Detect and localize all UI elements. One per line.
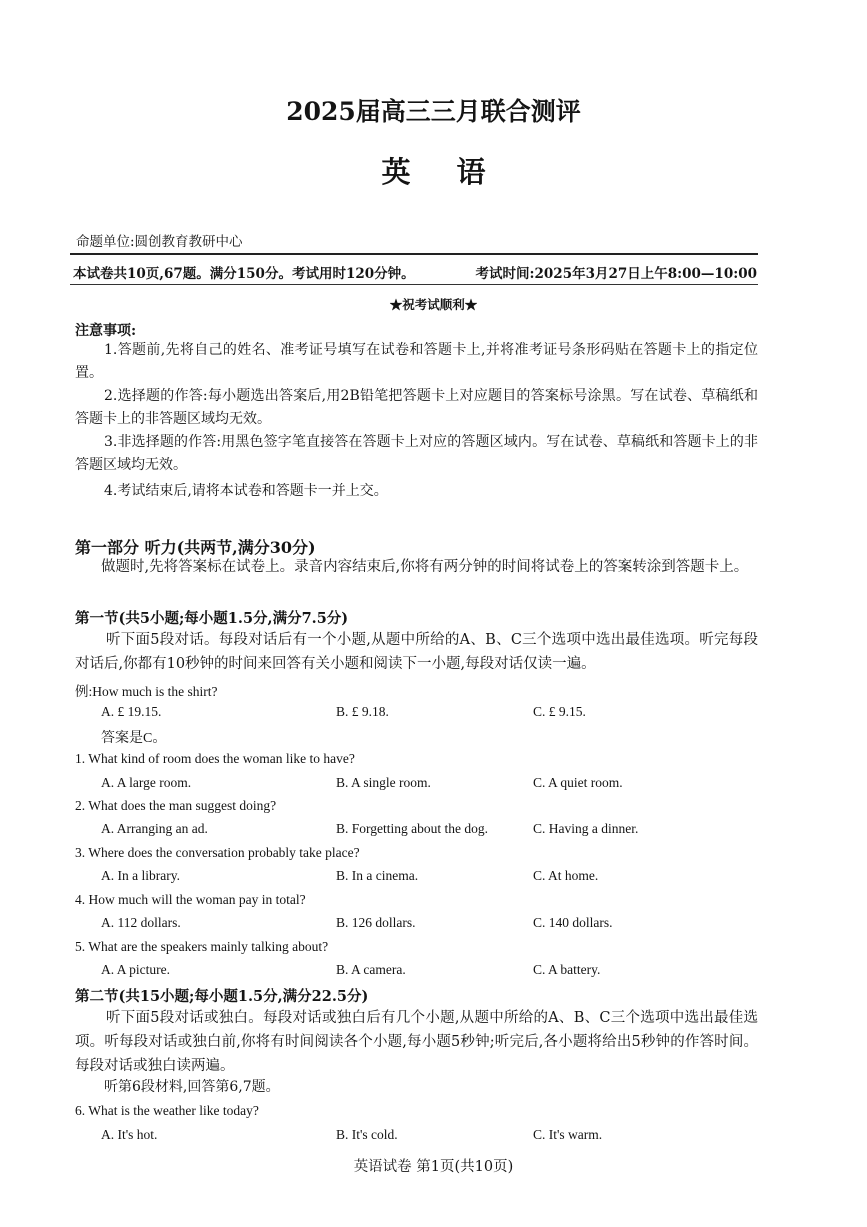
- example-answer: 答案是C。: [101, 731, 167, 746]
- subject-title: 英语: [381, 155, 532, 189]
- q5-option-c: C. A battery.: [533, 962, 601, 977]
- q6-option-a: A. It's hot.: [101, 1127, 158, 1142]
- q2-option-a: A. Arranging an ad.: [101, 821, 208, 836]
- part1-heading: 第一部分 听力(共两节,满分30分): [75, 538, 316, 557]
- part1-intro: 做题时,先将答案标在试卷上。录音内容结束后,你将有两分钟的时间将试卷上的答案转涂到答题卡上。: [101, 559, 749, 575]
- notice-item-4: 4.考试结束后,请将本试卷和答题卡一并上交。: [104, 483, 388, 499]
- material-instruction: 听第6段材料,回答第6,7题。: [104, 1079, 280, 1095]
- notice-item-2: 2.选择题的作答:每小题选出答案后,用2B铅笔把答题卡上对应题目的答案标号涂黑。写在试卷、草稿纸和答题卡上的非答题区域均无效。: [75, 388, 758, 427]
- question-3: 3. Where does the conversation probably take place?: [75, 845, 360, 860]
- notice-heading: 注意事项:: [75, 323, 137, 339]
- q1-option-a: A. A large room.: [101, 775, 192, 790]
- q3-option-b: B. In a cinema.: [336, 868, 419, 883]
- question-5: 5. What are the speakers mainly talking about?: [75, 939, 329, 954]
- question-4: 4. How much will the woman pay in total?: [75, 892, 306, 907]
- q5-option-a: A. A picture.: [101, 962, 170, 977]
- q6-option-b: B. It's cold.: [336, 1127, 398, 1142]
- example-option-c: C. £ 9.15.: [533, 704, 586, 719]
- question-1: 1. What kind of room does the woman like to have?: [75, 751, 355, 766]
- q6-option-c: C. It's warm.: [533, 1127, 603, 1142]
- example-option-b: B. £ 9.18.: [336, 704, 389, 719]
- exam-time: 考试时间:2025年3月27日上午8:00—10:00: [475, 266, 757, 282]
- exam-info: 本试卷共10页,67题。满分150分。考试用时120分钟。: [73, 266, 415, 282]
- q3-option-c: C. At home.: [533, 868, 599, 883]
- q2-option-c: C. Having a dinner.: [533, 821, 639, 836]
- section1-intro: 听下面5段对话。每段对话后有一个小题,从题中所给的A、B、C三个选项中选出最佳选项。听完每段对话后,你都有10秒钟的时间来回答有关小题和阅读下一小题,每段对话仅读一遍。: [75, 632, 758, 672]
- exam-title: 2025届高三三月联合测评: [286, 97, 581, 126]
- question-2: 2. What does the man suggest doing?: [75, 798, 277, 813]
- good-luck-line: ★祝考试顺利★: [389, 297, 478, 312]
- q4-option-a: A. 112 dollars.: [101, 915, 181, 930]
- q3-option-a: A. In a library.: [101, 868, 180, 883]
- q2-option-b: B. Forgetting about the dog.: [336, 821, 488, 836]
- author-line: 命题单位:圆创教育教研中心: [76, 234, 243, 250]
- notice-item-1: 1.答题前,先将自己的姓名、准考证号填写在试卷和答题卡上,并将准考证号条形码贴在答题卡上的指定位置。: [75, 342, 758, 381]
- info-divider: [70, 284, 758, 285]
- page-footer: 英语试卷 第1页(共10页): [353, 1159, 514, 1175]
- header-divider: [70, 253, 758, 255]
- q1-option-c: C. A quiet room.: [533, 775, 623, 790]
- q4-option-b: B. 126 dollars.: [336, 915, 416, 930]
- section1-heading: 第一节(共5小题;每小题1.5分,满分7.5分): [75, 610, 349, 627]
- notice-item-3: 3.非选择题的作答:用黑色签字笔直接答在答题卡上对应的答题区域内。写在试卷、草稿纸和答题卡上的非答题区域均无效。: [75, 434, 758, 473]
- example-question: 例:How much is the shirt?: [75, 684, 218, 699]
- q5-option-b: B. A camera.: [336, 962, 406, 977]
- example-option-a: A. £ 19.15.: [101, 704, 162, 719]
- section2-intro: 听下面5段对话或独白。每段对话或独白后有几个小题,从题中所给的A、B、C三个选项中选出最佳选项。听每段对话或独白前,你将有时间阅读各个小题,每小题5秒钟;听完后,各小题将给出5秒钟的作答时间。每段对话或独白读两遍。: [75, 1010, 758, 1074]
- q4-option-c: C. 140 dollars.: [533, 915, 613, 930]
- q1-option-b: B. A single room.: [336, 775, 431, 790]
- question-6: 6. What is the weather like today?: [75, 1103, 259, 1118]
- section2-heading: 第二节(共15小题;每小题1.5分,满分22.5分): [75, 988, 369, 1005]
